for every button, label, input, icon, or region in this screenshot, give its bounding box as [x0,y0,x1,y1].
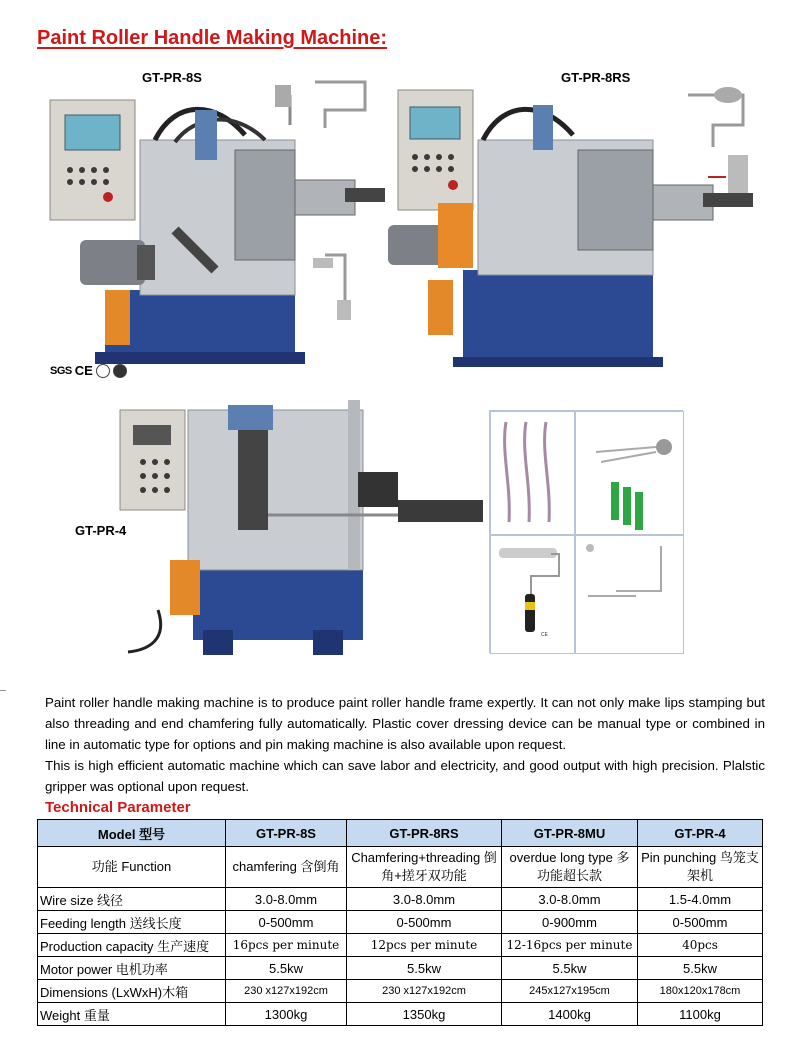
table-cell: 5.5kw [502,957,638,980]
table-row-dimensions [38,980,763,1003]
row-label: Feeding length 送线长度 [38,911,226,934]
header-model: GT-PR-8MU [502,820,638,847]
table-header-row [38,820,763,847]
machine-label-gt-pr-8s: GT-PR-8S [142,70,202,85]
technical-parameter-table [37,819,763,1026]
table-cell: Chamfering+threading 倒角+搓牙双功能 [347,847,502,888]
certification-seal-icon [96,364,110,378]
table-cell: 3.0-8.0mm [347,888,502,911]
table-cell: 5.5kw [638,957,763,980]
table-cell: 5.5kw [226,957,347,980]
table-cell: 12pcs per minute [347,934,502,957]
table-cell: 0-900mm [502,911,638,934]
description [45,692,765,797]
header-model: GT-PR-8RS [347,820,502,847]
header-model: GT-PR-8S [226,820,347,847]
header-model: GT-PR-4 [638,820,763,847]
table-row-wire-size [38,888,763,911]
machine-label-gt-pr-4: GT-PR-4 [75,523,127,538]
table-row-production-capacity [38,934,763,957]
table-cell: 0-500mm [226,911,347,934]
margin-mark [0,690,6,691]
table-cell: 12-16pcs per minute [502,934,638,957]
certification-marks [50,363,127,378]
table-row-weight [38,1003,763,1026]
table-cell: 0-500mm [347,911,502,934]
table-cell: 1.5-4.0mm [638,888,763,911]
product-badge-text: CE [541,632,548,638]
table-cell: 180x120x178cm [638,980,763,1003]
table-cell: 3.0-8.0mm [502,888,638,911]
table-cell: 1400kg [502,1003,638,1026]
machine-photo-gt-pr-8rs [383,85,758,370]
row-label: Weight 重量 [38,1003,226,1026]
table-cell: 245x127x195cm [502,980,638,1003]
certification-badge-icon [113,364,127,378]
table-cell: 0-500mm [638,911,763,934]
product-frame-outline-photo [575,535,684,654]
description-paragraph-1: Paint roller handle making machine is to produce paint roller handle frame expertly. It can not only make lips stamping but also threading and end chamfering fully automatically. Plastic cover dressing device can be manual type or combined in line in automatic type for options and pin making machine is also available upon request. [45,695,765,752]
table-cell: overdue long type 多功能超长款 [502,847,638,888]
table-cell: 16pcs per minute [226,934,347,957]
technical-parameter-heading: Technical Parameter [45,799,191,816]
product-roller-photo [490,535,575,654]
description-paragraph-2: This is high efficient automatic machine which can save labor and electricity, and good output with high precision. Plalstic gripper was optional upon request. [45,758,765,794]
table-cell: chamfering 含倒角 [226,847,347,888]
product-handles-photo [490,411,575,535]
table-row-function [38,847,763,888]
machine-label-gt-pr-8rs: GT-PR-8RS [561,70,631,85]
machine-photo-gt-pr-4 [118,390,486,660]
sgs-mark: SGS [50,364,72,377]
row-label: 功能 Function [38,847,226,888]
row-label: Motor power 电机功率 [38,957,226,980]
ce-mark: CE [74,363,93,378]
product-frames-photo [575,411,684,535]
table-cell: 3.0-8.0mm [226,888,347,911]
table-cell: 1100kg [638,1003,763,1026]
table-cell: 1350kg [347,1003,502,1026]
page-title: Paint Roller Handle Making Machine: [37,27,388,49]
row-label: Dimensions (LxWxH)木箱 [38,980,226,1003]
table-cell: Pin punching 鸟笼支架机 [638,847,763,888]
table-cell: 1300kg [226,1003,347,1026]
table-row-motor-power [38,957,763,980]
table-row-feeding-length [38,911,763,934]
table-cell: 230 x127x192cm [347,980,502,1003]
table-cell: 5.5kw [347,957,502,980]
row-label: Wire size 线径 [38,888,226,911]
machine-photo-gt-pr-8s [45,70,390,370]
header-model-label: Model 型号 [38,820,226,847]
table-cell: 40pcs [638,934,763,957]
row-label: Production capacity 生产速度 [38,934,226,957]
product-photo-grid [489,410,683,653]
table-cell: 230 x127x192cm [226,980,347,1003]
